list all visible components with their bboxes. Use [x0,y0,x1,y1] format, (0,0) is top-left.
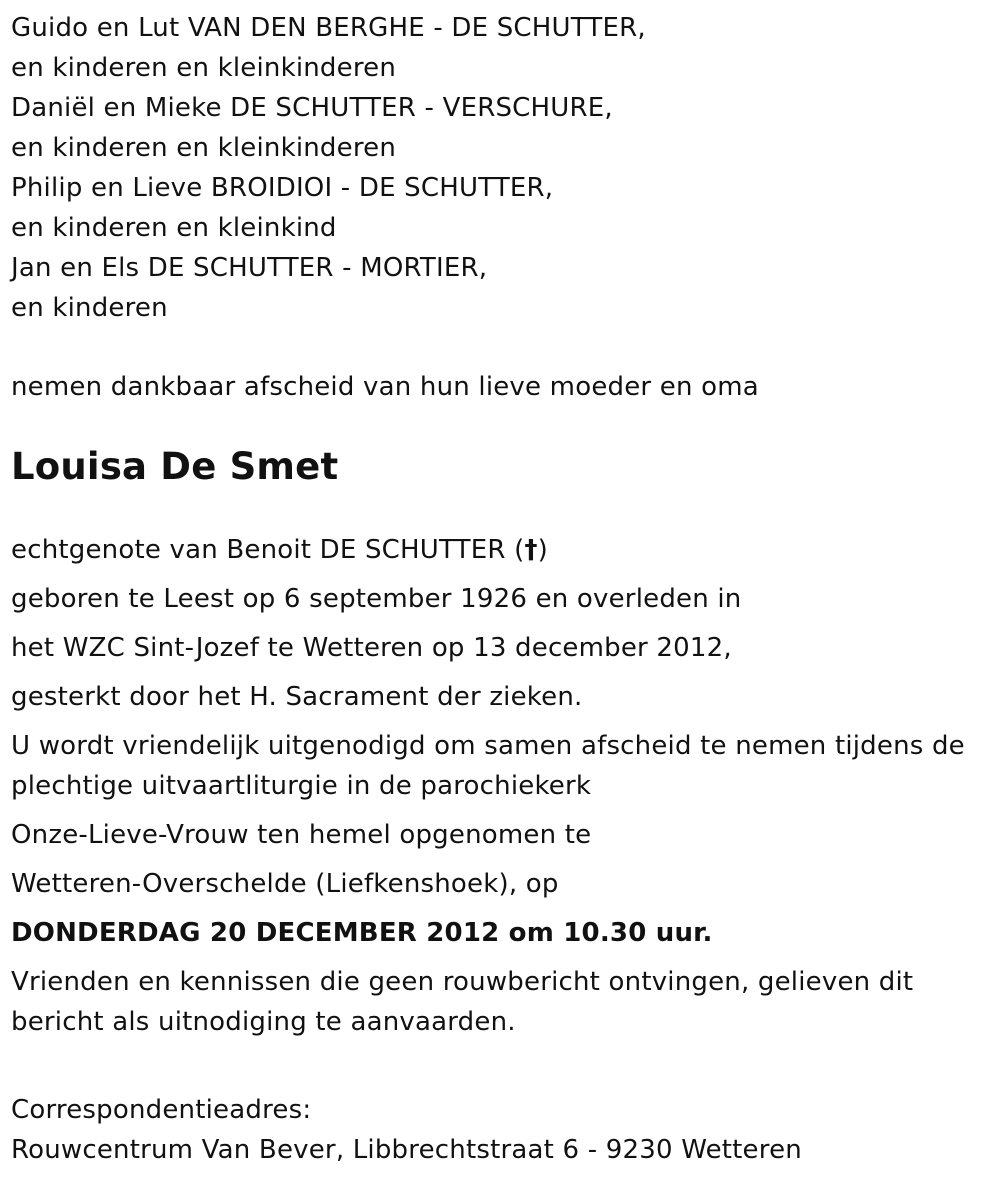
invitation-text: U wordt vriendelijk uitgenodigd om samen afscheid te nemen tijdens de plechtige uitvaartliturgie in de parochiekerk [11,731,965,801]
birth-line: geboren te Leest op 6 september 1926 en overleden in [11,584,742,614]
deceased-name: Louisa De Smet [11,445,339,488]
family-line-4: en kinderen en kleinkinderen [11,133,397,163]
closing-text: Vrienden en kennissen die geen rouwbericht ontvingen, gelieven dit bericht als uitnodiging te aanvaarden. [11,967,914,1037]
correspondence-address: Rouwcentrum Van Bever, Libbrechtstraat 6 - 9230 Wetteren [11,1135,802,1165]
family-line-5: Philip en Lieve BROIDIOI - DE SCHUTTER, [11,173,554,203]
correspondence-label: Correspondentieadres: [11,1095,312,1125]
spouse-text: echtgenote van Benoit DE SCHUTTER ( [11,535,525,565]
family-line-1: Guido en Lut VAN DEN BERGHE - DE SCHUTTER, [11,13,646,43]
spouse-close: ) [537,535,548,565]
correspondence-block [11,1090,802,1170]
family-line-7: Jan en Els DE SCHUTTER - MORTIER, [11,253,488,283]
notice-details [11,530,991,1051]
spouse-line [11,530,991,570]
place-line: Wetteren-Overschelde (Liefkenshoek), op [11,869,559,899]
family-line-3: Daniël en Mieke DE SCHUTTER - VERSCHURE, [11,93,613,123]
family-line-6: en kinderen en kleinkind [11,213,337,243]
church-line: Onze-Lieve-Vrouw ten hemel opgenomen te [11,820,592,850]
family-list [11,8,646,328]
cross-icon: † [524,535,538,565]
death-line: het WZC Sint-Jozef te Wetteren op 13 december 2012, [11,633,732,663]
funeral-date-time: DONDERDAG 20 DECEMBER 2012 om 10.30 uur. [11,918,713,948]
family-line-2: en kinderen en kleinkinderen [11,53,397,83]
farewell-intro: nemen dankbaar afscheid van hun lieve moeder en oma [11,372,759,402]
family-line-8: en kinderen [11,293,168,323]
sacrament-line: gesterkt door het H. Sacrament der zieken. [11,682,583,712]
